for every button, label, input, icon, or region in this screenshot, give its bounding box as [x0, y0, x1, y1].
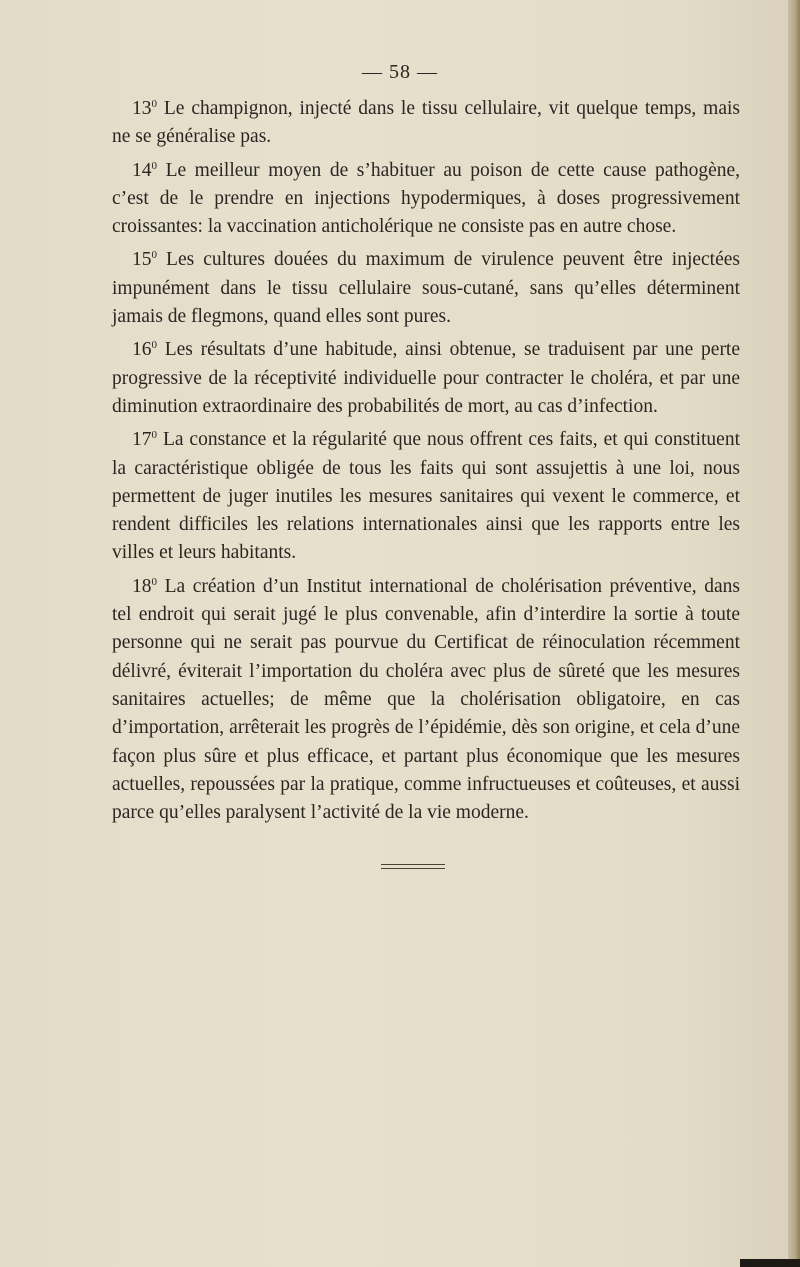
paragraph-text: La constance et la régularité que nous offrent ces faits, et qui constituent la caractéristique obligée de tous les faits qui sont assujettis à une loi, nous permettent de juger inutiles les mesures sanitaires qui vexent le commerce, et rendent difficiles les relations internationales ainsi que les rapports entre les villes et leurs habitants.: [112, 429, 740, 564]
paragraph-text: Le meilleur moyen de s’habituer au poison de cette cause pathogène, c’est de le prendre en injections hypodermiques, à doses progressivement croissantes: la vaccination anticholérique ne consiste pas en autre chose.: [112, 159, 741, 238]
paragraph-number: $18^0$: [132, 575, 157, 597]
paragraph-18: [112, 568, 740, 828]
end-rule-bottom: [381, 868, 445, 869]
paragraph-15: [112, 241, 740, 331]
paragraph-number: $14^0$: [132, 159, 157, 181]
paragraph-13: [112, 90, 740, 152]
corner-shadow: [740, 1259, 800, 1267]
paragraph-17: [112, 421, 740, 567]
paragraph-number: $16^0$: [132, 339, 157, 361]
end-rule-top: [381, 864, 445, 865]
paragraph-number: $15^0$: [132, 249, 157, 271]
paragraph-16: [112, 331, 740, 421]
page-edge-shadow: [788, 0, 800, 1267]
body-text: [112, 90, 740, 827]
paragraph-text: La création d’un Institut international de cholérisation préventive, dans tel endroit qui serait jugé le plus convenable, afin d’interdire la sortie à toute personne qui ne serait pas pourvue du Certificat de réinoculation récemment délivré, éviterait l’importation du choléra avec plus de sûreté que les mesures sanitaires actuelles; de même que la cholérisation obligatoire, en cas d’importation, arrêterait les progrès de l’épidémie, dès son origine, et cela d’une façon plus sûre et plus efficace, et partant plus économique que les mesures actuelles, repoussées par la pratique, comme infructueuses et coûteuses, et aussi parce qu’elles paralysent l’activité de la vie moderne.: [112, 575, 740, 824]
paragraph-number: $13^0$: [132, 98, 157, 119]
paragraph-number: $17^0$: [132, 429, 157, 451]
paragraph-text: Les résultats d’une habitude, ainsi obtenue, se traduisent par une perte progressive de la réceptivité individuelle pour contracter le choléra, et par une diminution extraordinaire des probabilités de mort, au cas d’infection.: [112, 339, 741, 417]
page-number: — 58 —: [362, 61, 438, 83]
paragraph-14: [112, 152, 740, 242]
paragraph-text: Le champignon, injecté dans le tissu cellulaire, vit quelque temps, mais ne se généralise pas.: [112, 98, 741, 148]
paragraph-text: Les cultures douées du maximum de virulence peuvent être injectées impunément dans le tissu cellulaire sous-cutané, sans qu’elles déterminent jamais de flegmons, quand elles sont pures.: [112, 249, 741, 328]
